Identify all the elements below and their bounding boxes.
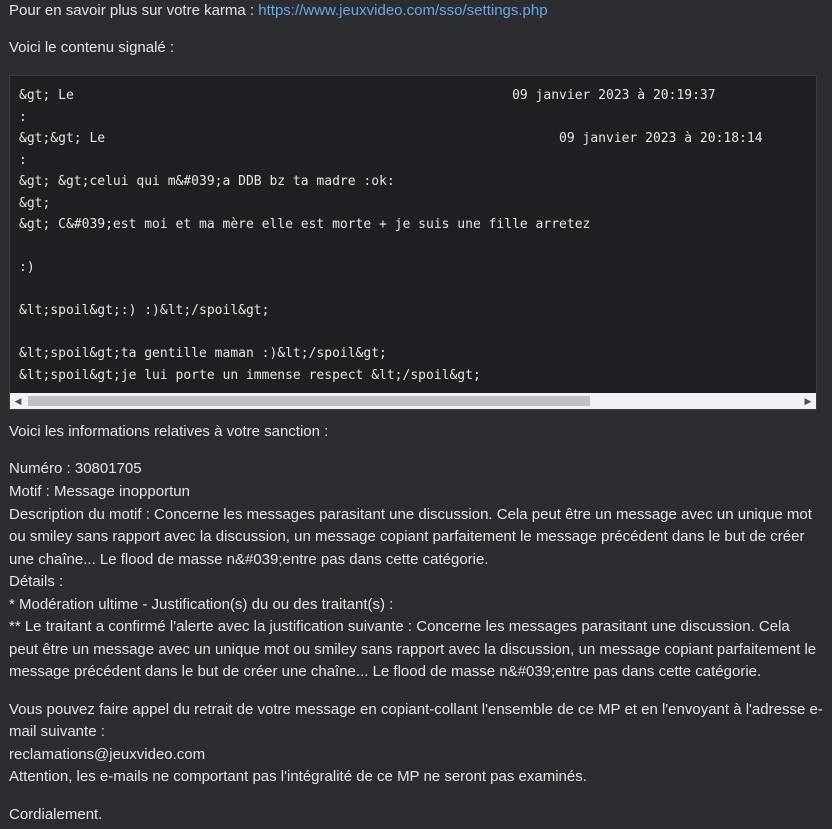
reason-description-line: ou smiley sans rapport avec la discussion, un message copiant parfaitement le message précédent dans le but de créer [9,528,805,545]
sanction-reason: Motif : Message inopportun [9,483,190,500]
appeal-email: reclamations@jeuxvideo.com [9,746,206,763]
justification-line: message précédent dans le but de créer une chaîne... Le flood de masse n&#039;entre pas dans cette catégorie. [9,663,762,680]
code-line: &gt; Le 09 janvier 2023 à 20:19:37 [19,88,716,103]
details-label: Détails : [9,573,64,590]
scroll-left-icon[interactable]: ◀ [14,396,22,406]
code-line: &gt; &gt;celui qui m&#039;a DDB bz ta madre :ok: [19,174,395,189]
code-line: &lt;spoil&gt;:) :)&lt;/spoil&gt; [19,303,270,318]
scrollbar-thumb[interactable] [28,396,590,406]
reason-description-line: Description du motif : Concerne les messages parasitant une discussion. Cela peut être un message avec un unique mot [9,506,812,523]
code-line: : [19,109,27,125]
appeal-line: Vous pouvez faire appel du retrait de votre message en copiant-collant l'ensemble de ce MP et en l'envoyant à l'adresse e- [9,701,823,718]
karma-info-line [9,0,548,22]
reported-content-box[interactable] [9,75,817,410]
scroll-right-icon[interactable]: ▶ [804,396,812,406]
justification-line: ** Le traitant a confirmé l'alerte avec la justification suivante : Concerne les messages parasitant une discussion. Cela [9,618,790,635]
code-line: &gt;&gt; Le 09 janvier 2023 à 20:18:14 [19,131,763,146]
reported-content-code [19,85,763,386]
code-line: : [19,152,27,168]
karma-settings-link[interactable]: https://www.jeuxvideo.com/sso/settings.php [258,2,548,19]
code-line [19,322,763,344]
karma-info-text: Pour en savoir plus sur votre karma : [9,2,259,19]
justification-line: peut être un message avec un unique mot ou smiley sans rapport avec la discussion, un message copiant parfaitement le [9,641,817,658]
sanction-number: Numéro : 30801705 [9,460,142,477]
code-line: &lt;spoil&gt;ta gentille maman :)&lt;/spoil&gt; [19,346,387,361]
code-line: :) [19,260,35,275]
code-line: &gt; [19,195,51,211]
horizontal-scrollbar[interactable] [10,393,816,409]
code-line [19,236,763,258]
moderation-line: * Modération ultime - Justification(s) du ou des traitant(s) : [9,596,394,613]
reason-description-line: une chaîne... Le flood de masse n&#039;entre pas dans cette catégorie. [9,551,489,568]
reported-content-label: Voici le contenu signalé : [9,39,175,56]
appeal-line: mail suivante : [9,723,105,740]
code-line [19,279,763,301]
closing-text: Cordialement. [9,806,103,823]
code-line: &gt; C&#039;est moi et ma mère elle est morte + je suis une fille arretez [19,217,591,232]
sanction-heading: Voici les informations relatives à votre sanction : [9,423,329,440]
code-line: &lt;spoil&gt;je lui porte un immense respect &lt;/spoil&gt; [19,367,481,383]
appeal-warning: Attention, les e-mails ne comportant pas l'intégralité de ce MP ne seront pas examinés. [9,768,587,785]
